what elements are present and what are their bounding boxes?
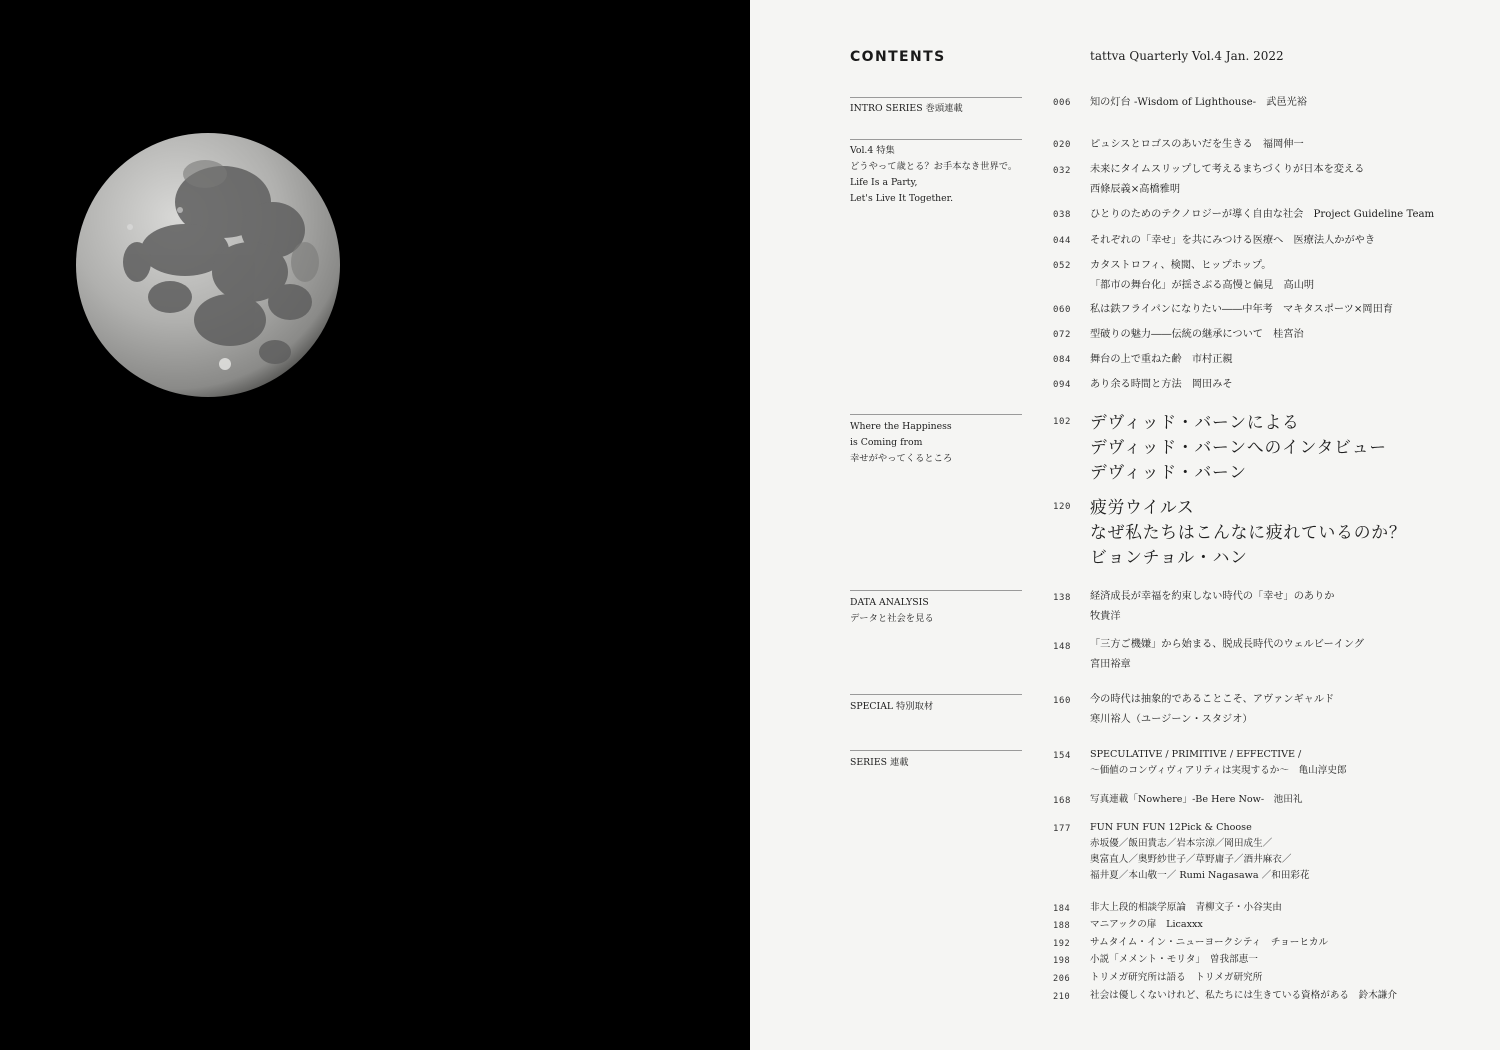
page-number: 177 xyxy=(1053,824,1072,834)
issue-info: tattva Quarterly Vol.4 Jan. 2022 xyxy=(1090,49,1284,63)
page-number: 206 xyxy=(1053,974,1071,984)
page-number: 138 xyxy=(1053,593,1072,603)
toc-entry-featured[interactable]: デヴィッド・バーンによる デヴィッド・バーンへのインタビュー デヴィッド・バーン xyxy=(1090,412,1387,482)
section-label-intro: INTRO SERIES 巻頭連載 xyxy=(850,103,963,114)
toc-entry[interactable]: FUN FUN FUN 12Pick & Choose 赤坂優／飯田貴志／岩本宗涼／岡田成生／ 奥富直人／奥野紗世子／草野庸子／酒井麻衣／ 福井夏／本山敬一／ Rumi Nagasawa ／和田彩花 xyxy=(1090,822,1310,881)
toc-entry[interactable]: カタストロフィ、検閲、ヒップホップ。 「都市の舞台化」が揺さぶる高慢と偏見 高山明 xyxy=(1090,260,1315,291)
page-number: 148 xyxy=(1053,642,1072,652)
page-number: 006 xyxy=(1053,98,1072,108)
page-number: 038 xyxy=(1053,210,1072,220)
page-number: 160 xyxy=(1053,696,1072,706)
section-divider xyxy=(850,590,1022,591)
toc-entry[interactable]: ピュシスとロゴスのあいだを生きる 福岡伸一 xyxy=(1090,139,1304,150)
toc-entry-featured[interactable]: 疲労ウイルス なぜ私たちはこんなに疲れているのか？ ビョンチョル・ハン xyxy=(1090,497,1407,567)
toc-entry[interactable]: 写真連載「Nowhere」-Be Here Now- 池田礼 xyxy=(1090,794,1303,805)
page-number: 120 xyxy=(1053,502,1072,512)
toc-entry[interactable]: それぞれの「幸せ」を共にみつける医療へ 医療法人かがやき xyxy=(1090,235,1376,246)
toc-entry[interactable]: あり余る時間と方法 岡田みそ xyxy=(1090,379,1233,390)
page-number: 072 xyxy=(1053,330,1072,340)
section-divider xyxy=(850,139,1022,140)
page-number: 184 xyxy=(1053,904,1071,914)
page-number: 060 xyxy=(1053,305,1072,315)
section-divider xyxy=(850,750,1022,751)
page-number: 210 xyxy=(1053,992,1071,1002)
toc-entry[interactable]: 非大上段的相談学原論 青柳文子・小谷実由 xyxy=(1090,902,1282,913)
page-number: 188 xyxy=(1053,921,1071,931)
section-label-special: SPECIAL 特別取材 xyxy=(850,701,934,712)
section-label-series: SERIES 連載 xyxy=(850,757,909,768)
toc-entry[interactable]: トリメガ研究所は語る トリメガ研究所 xyxy=(1090,972,1263,983)
page-number: 198 xyxy=(1053,956,1071,966)
page-number: 192 xyxy=(1053,939,1071,949)
toc-entry[interactable]: マニアックの扉 Licaxxx xyxy=(1090,919,1203,930)
toc-entry[interactable]: ひとりのためのテクノロジーが導く自由な社会 Project Guideline Team xyxy=(1090,209,1435,220)
toc-entry[interactable]: SPECULATIVE / PRIMITIVE / EFFECTIVE / 〜価値のコンヴィヴィアリティは実現するか〜 亀山淳史郎 xyxy=(1090,749,1347,776)
toc-entry[interactable]: 小説「メメント・モリタ」 曽我部恵一 xyxy=(1090,954,1258,965)
toc-entry[interactable]: 舞台の上で重ねた齢 市村正親 xyxy=(1090,354,1233,365)
section-label-happiness: Where the Happiness is Coming from 幸せがやってくるところ xyxy=(850,421,953,464)
page-number: 084 xyxy=(1053,355,1072,365)
page-number: 032 xyxy=(1053,166,1072,176)
section-divider xyxy=(850,97,1022,98)
toc-entry[interactable]: 社会は優しくないけれど、私たちには生きている資格がある 鈴木謙介 xyxy=(1090,990,1397,1001)
toc-entry[interactable]: 今の時代は抽象的であることこそ、アヴァンギャルド 寒川裕人（ユージーン・スタジオ） xyxy=(1090,694,1335,725)
toc-entry[interactable]: 「三方ご機嫌」から始まる、脱成長時代のウェルビーイング 宮田裕章 xyxy=(1090,639,1365,670)
section-divider xyxy=(850,694,1022,695)
page-number: 168 xyxy=(1053,796,1072,806)
page-number: 052 xyxy=(1053,261,1072,271)
page-title: CONTENTS xyxy=(850,49,946,65)
section-label-feature: Vol.4 特集 どうやって歳とる？お手本なき世界で。 Life Is a Party, Let's Live It Together. xyxy=(850,145,1018,204)
toc-entry[interactable]: サムタイム・イン・ニューヨークシティ チョーヒカル xyxy=(1090,937,1329,948)
page-number: 020 xyxy=(1053,140,1072,150)
page-number: 094 xyxy=(1053,380,1072,390)
section-divider xyxy=(850,414,1022,415)
full-moon-image xyxy=(75,132,341,398)
page-number: 102 xyxy=(1053,417,1072,427)
page-number: 044 xyxy=(1053,236,1072,246)
toc-entry[interactable]: 経済成長が幸福を約束しない時代の「幸せ」のありか 牧貴洋 xyxy=(1090,591,1335,622)
section-label-data-analysis: DATA ANALYSIS データと社会を見る xyxy=(850,597,934,624)
toc-entry[interactable]: 知の灯台 -Wisdom of Lighthouse- 武邑光裕 xyxy=(1090,97,1307,108)
toc-entry[interactable]: 型破りの魅力――伝統の継承について 桂宮治 xyxy=(1090,329,1304,340)
toc-entry[interactable]: 未来にタイムスリップして考えるまちづくりが日本を変える 西條辰義×高橋雅明 xyxy=(1090,164,1365,195)
toc-entry[interactable]: 私は鉄フライパンになりたい――中年考 マキタスポーツ×岡田育 xyxy=(1090,304,1393,315)
page-number: 154 xyxy=(1053,751,1072,761)
